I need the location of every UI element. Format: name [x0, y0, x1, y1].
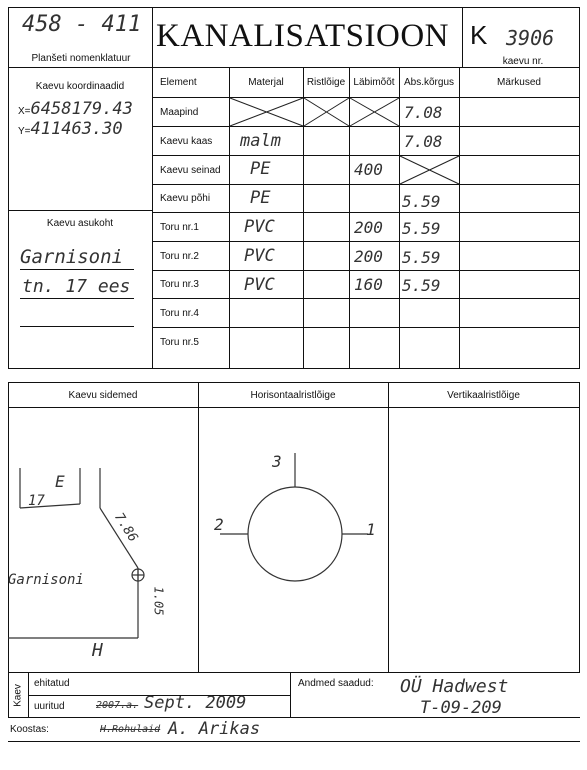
row-element: Toru nr.5: [160, 336, 199, 348]
pipe-label-1: 1: [366, 520, 376, 539]
k-letter: K: [470, 20, 488, 50]
crossed-cells: [0, 0, 587, 200]
koostas-struck: H.Rohulaid: [100, 724, 161, 735]
col-title-sidemed: Kaevu sidemed: [68, 390, 138, 401]
koostas-label: Koostas:: [10, 724, 49, 735]
sketch-h-mark: H: [92, 640, 103, 661]
uuritud-value: Sept. 2009: [144, 693, 247, 713]
sketch-house-num: 17: [28, 493, 45, 509]
cell-materjal: PE: [250, 188, 271, 208]
col-title-horisontaal: Horisontaalristlõige: [250, 390, 336, 401]
location-sketch: [8, 408, 198, 672]
location-line2: tn. 17 ees: [22, 276, 131, 297]
row-element: Toru nr.1: [160, 221, 199, 233]
sheet-number: 458 - 411: [22, 12, 142, 37]
coordinates-label: Kaevu koordinaadid: [35, 81, 125, 92]
cell-labimoot: 400: [354, 160, 383, 179]
cell-materjal: PVC: [244, 246, 275, 266]
header-ristloige: Ristlõige: [306, 77, 346, 88]
cross-section: [198, 408, 388, 672]
uuritud-label: uuritud: [34, 701, 65, 712]
col-title-vertikaal: Vertikaalristlõige: [447, 390, 520, 401]
well-number: 3906: [506, 26, 555, 50]
pipe-label-2: 2: [214, 515, 224, 534]
row-element: Toru nr.4: [160, 307, 199, 319]
sketch-house-letter: E: [55, 472, 65, 491]
sheet-label: Planšeti nomenklatuur: [31, 53, 131, 64]
header-abs: Abs.kõrgus: [403, 77, 455, 88]
location-line1: Garnisoni: [20, 246, 123, 268]
cell-abs: 7.08: [404, 132, 443, 151]
sketch-street: Garnisoni: [8, 572, 84, 588]
kaev-label: Kaev: [12, 684, 24, 707]
andmed-label: Andmed saadud:: [298, 678, 374, 689]
row-element: Kaevu kaas: [160, 135, 213, 147]
cell-materjal: PVC: [244, 275, 275, 295]
row-element: Kaevu põhi: [160, 193, 211, 204]
pipe-label-3: 3: [272, 452, 282, 471]
sketch-dist1: 7.86: [110, 510, 141, 545]
cell-materjal: PE: [250, 159, 271, 179]
header-markused: Märkused: [497, 77, 541, 88]
x-prefix: X=: [18, 106, 31, 117]
andmed-value2: T-09-209: [420, 698, 502, 718]
andmed-value1: OÜ Hadwest: [400, 676, 509, 697]
header-materjal: Materjal: [248, 77, 284, 88]
row-element: Toru nr.3: [160, 279, 199, 290]
cell-abs: 7.08: [404, 103, 443, 122]
row-element: Toru nr.2: [160, 250, 199, 262]
cell-abs: 5.59: [402, 276, 441, 295]
cell-materjal: malm: [240, 131, 281, 151]
uuritud-struck: 2007.a.: [96, 700, 139, 711]
ehitatud-label: ehitatud: [34, 678, 70, 689]
cell-labimoot: 200: [354, 247, 383, 266]
y-value: 411463.30: [30, 119, 123, 139]
y-prefix: Y=: [18, 126, 31, 137]
koostas-value: A. Arikas: [168, 719, 261, 739]
page-title: KANALISATSIOON: [156, 18, 449, 54]
header-element: Element: [160, 77, 197, 88]
row-element: Maapind: [160, 106, 199, 118]
cell-abs: 5.59: [402, 192, 441, 211]
location-label: Kaevu asukoht: [46, 218, 114, 229]
row-element: Kaevu seinad: [160, 164, 221, 176]
cell-materjal: PVC: [244, 217, 275, 237]
cell-abs: 5.59: [402, 219, 441, 238]
cell-labimoot: 200: [354, 218, 383, 237]
x-value: 6458179.43: [30, 99, 133, 119]
cell-abs: 5.59: [402, 248, 441, 267]
sketch-dist2: 1.05: [151, 586, 166, 616]
well-number-label: kaevu nr.: [502, 56, 544, 67]
cell-labimoot: 160: [354, 275, 383, 294]
header-labimoot: Läbimõõt: [353, 77, 395, 88]
